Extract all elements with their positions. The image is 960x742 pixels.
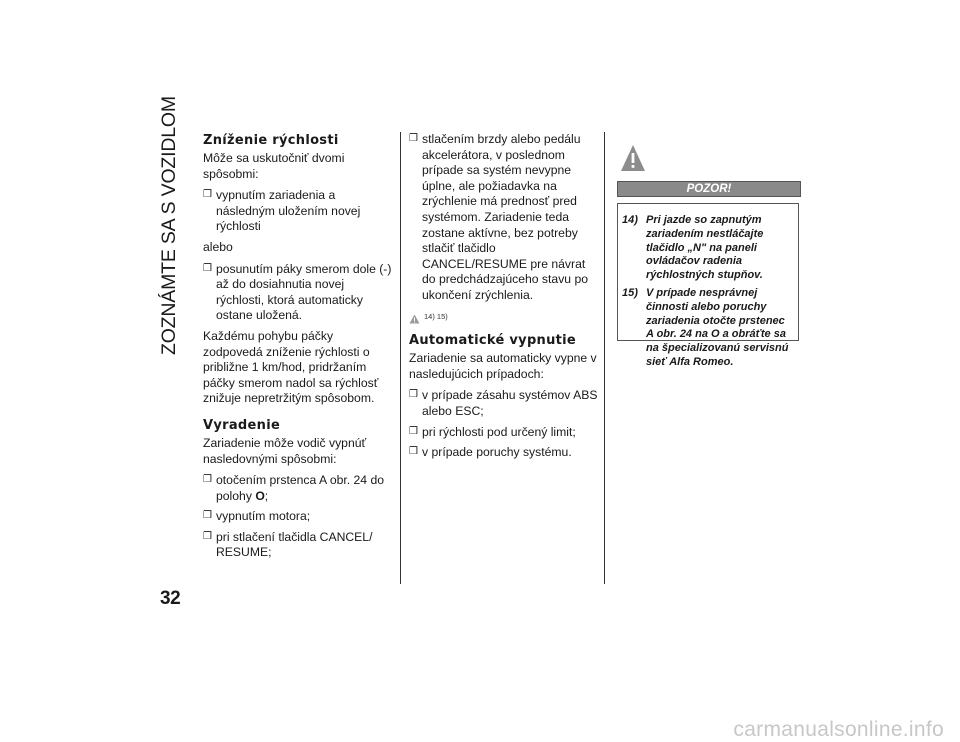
list-item: ❒ posunutím páky smerom dole (-) až do dosiahnutia novej rýchlosti, ktorá automaticky ostane uložená. <box>203 261 392 323</box>
list-item: ❒ v prípade poruchy systému. <box>409 445 572 460</box>
warning-item <box>622 214 794 283</box>
column-1 <box>203 132 393 566</box>
checkbox-bullet-icon: ❒ <box>203 262 212 274</box>
list-item: ❒ pri stlačení tlačidla CANCEL/ RESUME; <box>203 529 373 560</box>
warning-item-number: 15) <box>622 286 638 299</box>
bullet-list <box>203 262 393 324</box>
bullet-list <box>409 132 599 304</box>
checkbox-bullet-icon: ❒ <box>409 425 418 437</box>
warning-item-text: Pri jazde so zapnutým zariadením nestláčajte tlačidlo „N" na paneli ovládačov radenia rýchlostných stupňov. <box>646 214 764 282</box>
watermark: carmanualsonline.info <box>733 718 944 741</box>
warning-item-text: V prípade nesprávnej činnosti alebo poruchy zariadenia otočte prstenec A obr. 24 na O a obráťte sa na špecializovanú servisnú sieť Alfa Romeo. <box>646 286 789 368</box>
paragraph: Môže sa uskutočniť dvomi spôsobmi: <box>203 151 345 181</box>
column-divider-2 <box>604 132 605 584</box>
bullet-list <box>203 473 393 561</box>
list-item: ❒ stlačením brzdy alebo pedálu akcelerátora, v poslednom prípade sa systém nevypne úplne, ale požiadavka na zrýchlenie má prednosť pred systémom. Zariadenie teda zostane aktívne, bez potreby stlačiť tlačidlo CANCEL/RESUME pre návrat do predchádzajúceho stavu po ukončení zrýchlenia. <box>409 132 589 302</box>
warning-item-number: 14) <box>622 214 638 226</box>
paragraph: Každému pohybu páčky zodpovedá zníženie rýchlosti o približne 1 km/hod, pridržaním páčky smerom nadol sa rýchlosť znižuje nepretržitým spôsobom. <box>203 328 379 406</box>
warning-triangle-icon <box>620 143 646 173</box>
paragraph: alebo <box>203 239 233 254</box>
checkbox-bullet-icon: ❒ <box>409 389 418 401</box>
heading-speed-reduction: Zníženie rýchlosti <box>203 133 339 148</box>
list-item: ❒ v prípade zásahu systémov ABS alebo ESC; <box>409 388 598 418</box>
checkbox-bullet-icon: ❒ <box>203 530 212 542</box>
heading-deactivation: Vyradenie <box>203 417 281 433</box>
chapter-side-title <box>150 96 194 355</box>
list-item: ❒ otočením prstenca A obr. 24 do polohy O; <box>203 473 385 503</box>
warning-item <box>622 287 794 370</box>
warning-triangle-icon <box>409 314 420 324</box>
column-divider-1 <box>400 132 401 584</box>
heading-automatic-shutoff: Automatické vypnutie <box>409 333 577 349</box>
warning-reference <box>409 309 599 325</box>
list-item: ❒ pri rýchlosti pod určený limit; <box>409 424 576 439</box>
warning-header: POZOR! <box>617 181 801 197</box>
checkbox-bullet-icon: ❒ <box>409 446 418 458</box>
checkbox-bullet-icon: ❒ <box>409 133 418 144</box>
checkbox-bullet-icon: ❒ <box>203 510 212 522</box>
column-2 <box>409 132 599 466</box>
checkbox-bullet-icon: ❒ <box>203 474 212 486</box>
list-item: ❒ vypnutím motora; <box>203 509 311 524</box>
warning-reference-numbers: 14) 15) <box>424 311 448 321</box>
paragraph: Zariadenie môže vodič vypnúť nasledovnými spôsobmi: <box>203 435 367 466</box>
page-number: 32 <box>160 588 181 609</box>
checkbox-bullet-icon: ❒ <box>203 189 212 201</box>
bullet-list <box>203 188 393 235</box>
bullet-list <box>409 388 599 460</box>
warning-box <box>617 203 799 368</box>
chapter-side-title-text: ZOZNÁMTE SA S VOZIDLOM <box>158 96 180 355</box>
paragraph: Zariadenie sa automaticky vypne v nasledujúcich prípadoch: <box>409 351 597 381</box>
list-item: ❒ vypnutím zariadenia a následným uložením novej rýchlosti <box>203 188 361 234</box>
